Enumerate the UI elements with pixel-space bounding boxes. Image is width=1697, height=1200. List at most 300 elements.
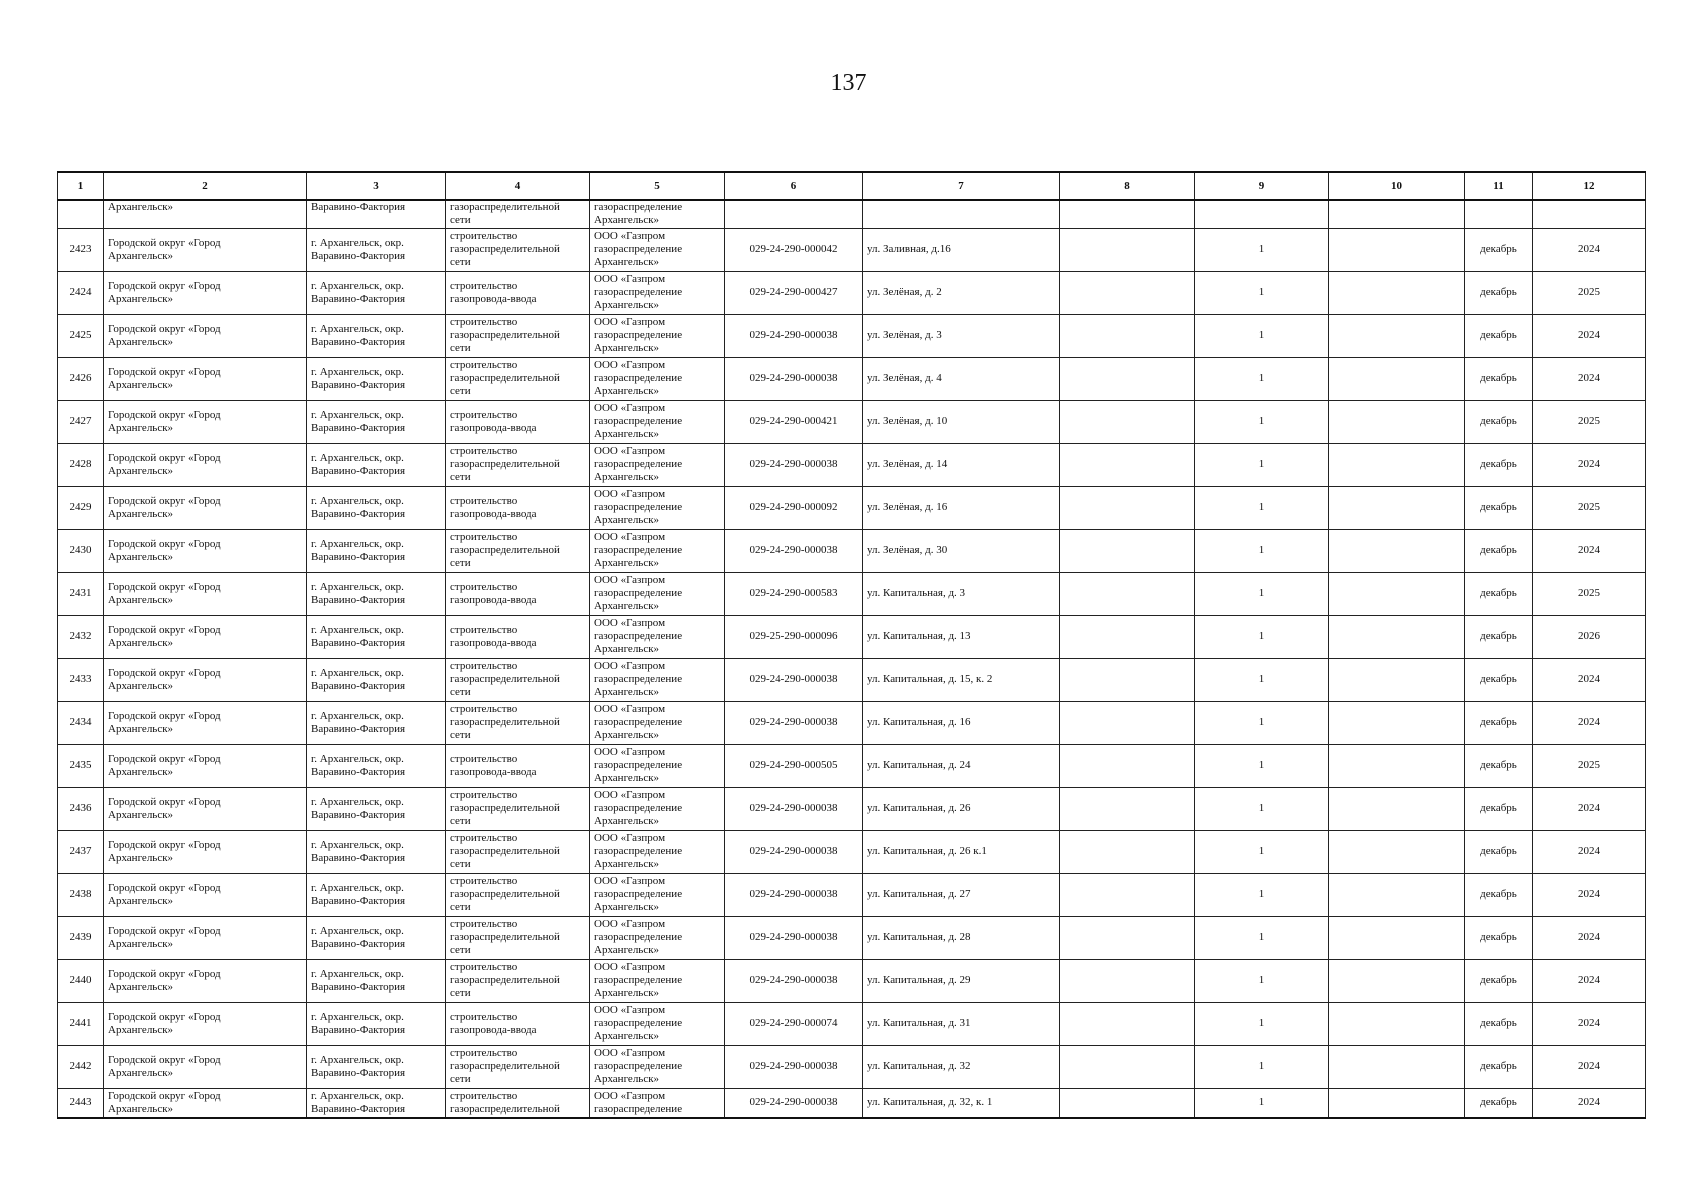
- cell-organization: ООО «Газпром газораспределение Архангельск»: [590, 443, 725, 486]
- cell-address: ул. Капитальная, д. 32: [863, 1045, 1060, 1088]
- cell-col8: [1060, 615, 1195, 658]
- column-header: 4: [446, 172, 590, 200]
- cell-address: ул. Зелёная, д. 10: [863, 400, 1060, 443]
- cell-number: 2437: [58, 830, 104, 873]
- cell-code: 029-24-290-000038: [725, 314, 863, 357]
- cell-col8: [1060, 200, 1195, 228]
- cell-col8: [1060, 787, 1195, 830]
- table-header: [58, 172, 1646, 200]
- cell-organization: газораспределение Архангельск»: [590, 200, 725, 228]
- cell-organization: ООО «Газпром газораспределение Архангельск»: [590, 400, 725, 443]
- cell-col9: 1: [1195, 529, 1329, 572]
- cell-organization: ООО «Газпром газораспределение Архангельск»: [590, 357, 725, 400]
- cell-address: ул. Зелёная, д. 3: [863, 314, 1060, 357]
- cell-district: Архангельск»: [104, 200, 307, 228]
- cell-col9: 1: [1195, 314, 1329, 357]
- table-row: [58, 701, 1646, 744]
- cell-district: Городской округ «Город Архангельск»: [104, 744, 307, 787]
- cell-organization: ООО «Газпром газораспределение Архангельск»: [590, 486, 725, 529]
- cell-district: Городской округ «Город Архангельск»: [104, 658, 307, 701]
- cell-year: 2025: [1533, 271, 1646, 314]
- cell-location: Варавино-Фактория: [307, 200, 446, 228]
- cell-year: 2024: [1533, 314, 1646, 357]
- cell-organization: ООО «Газпром газораспределение Архангельск»: [590, 529, 725, 572]
- cell-year: 2024: [1533, 529, 1646, 572]
- cell-address: ул. Капитальная, д. 3: [863, 572, 1060, 615]
- cell-district: Городской округ «Город Архангельск»: [104, 787, 307, 830]
- cell-year: 2024: [1533, 959, 1646, 1002]
- cell-address: ул. Зелёная, д. 16: [863, 486, 1060, 529]
- table-row: [58, 615, 1646, 658]
- cell-col10: [1329, 228, 1465, 271]
- cell-address: ул. Капитальная, д. 26: [863, 787, 1060, 830]
- cell-organization: ООО «Газпром газораспределение Архангельск»: [590, 744, 725, 787]
- cell-work: строительство газопровода-ввода: [446, 744, 590, 787]
- cell-year: 2025: [1533, 572, 1646, 615]
- cell-col10: [1329, 486, 1465, 529]
- cell-code: 029-24-290-000074: [725, 1002, 863, 1045]
- cell-location: г. Архангельск, окр. Варавино-Фактория: [307, 529, 446, 572]
- cell-work: строительство газораспределительной сети: [446, 228, 590, 271]
- cell-col10: [1329, 271, 1465, 314]
- cell-district: Городской округ «Город Архангельск»: [104, 959, 307, 1002]
- column-header: 1: [58, 172, 104, 200]
- cell-location: г. Архангельск, окр. Варавино-Фактория: [307, 959, 446, 1002]
- cell-district: Городской округ «Город Архангельск»: [104, 615, 307, 658]
- cell-work: строительство газораспределительной сети: [446, 959, 590, 1002]
- cell-col8: [1060, 873, 1195, 916]
- cell-col10: [1329, 357, 1465, 400]
- cell-year: 2024: [1533, 1002, 1646, 1045]
- table-row: [58, 271, 1646, 314]
- cell-code: 029-24-290-000038: [725, 1045, 863, 1088]
- cell-address: ул. Капитальная, д. 16: [863, 701, 1060, 744]
- cell-organization: ООО «Газпром газораспределение Архангельск»: [590, 959, 725, 1002]
- cell-work: строительство газораспределительной сети: [446, 1045, 590, 1088]
- cell-year: 2025: [1533, 744, 1646, 787]
- cell-code: 029-24-290-000038: [725, 443, 863, 486]
- cell-number: 2424: [58, 271, 104, 314]
- cell-col8: [1060, 443, 1195, 486]
- cell-work: строительство газораспределительной сети: [446, 830, 590, 873]
- cell-code: [725, 200, 863, 228]
- header-row: [58, 172, 1646, 200]
- cell-col8: [1060, 357, 1195, 400]
- cell-col10: [1329, 200, 1465, 228]
- cell-location: г. Архангельск, окр. Варавино-Фактория: [307, 314, 446, 357]
- cell-address: ул. Зелёная, д. 4: [863, 357, 1060, 400]
- cell-code: 029-24-290-000038: [725, 529, 863, 572]
- cell-address: ул. Капитальная, д. 15, к. 2: [863, 658, 1060, 701]
- column-header: 5: [590, 172, 725, 200]
- table-row: [58, 959, 1646, 1002]
- cell-number: 2427: [58, 400, 104, 443]
- cell-work: строительство газораспределительной сети: [446, 529, 590, 572]
- cell-col10: [1329, 916, 1465, 959]
- cell-col9: 1: [1195, 228, 1329, 271]
- cell-location: г. Архангельск, окр. Варавино-Фактория: [307, 916, 446, 959]
- cell-year: 2026: [1533, 615, 1646, 658]
- cell-organization: ООО «Газпром газораспределение: [590, 1088, 725, 1118]
- cell-location: г. Архангельск, окр. Варавино-Фактория: [307, 615, 446, 658]
- cell-district: Городской округ «Город Архангельск»: [104, 873, 307, 916]
- cell-col10: [1329, 1045, 1465, 1088]
- cell-district: Городской округ «Город Архангельск»: [104, 228, 307, 271]
- cell-district: Городской округ «Город Архангельск»: [104, 357, 307, 400]
- cell-col9: 1: [1195, 1002, 1329, 1045]
- cell-location: г. Архангельск, окр. Варавино-Фактория: [307, 830, 446, 873]
- cell-col10: [1329, 744, 1465, 787]
- table-row: [58, 529, 1646, 572]
- cell-col10: [1329, 529, 1465, 572]
- table-row: [58, 1045, 1646, 1088]
- cell-col9: 1: [1195, 271, 1329, 314]
- cell-organization: ООО «Газпром газораспределение Архангельск»: [590, 1045, 725, 1088]
- cell-year: 2024: [1533, 701, 1646, 744]
- cell-year: 2024: [1533, 830, 1646, 873]
- cell-col10: [1329, 959, 1465, 1002]
- cell-col9: 1: [1195, 830, 1329, 873]
- cell-number: 2434: [58, 701, 104, 744]
- cell-number: [58, 200, 104, 228]
- cell-col8: [1060, 959, 1195, 1002]
- cell-address: ул. Капитальная, д. 31: [863, 1002, 1060, 1045]
- cell-col9: 1: [1195, 1045, 1329, 1088]
- cell-year: [1533, 200, 1646, 228]
- cell-month: декабрь: [1465, 830, 1533, 873]
- cell-work: строительство газопровода-ввода: [446, 400, 590, 443]
- registry-table: [57, 171, 1646, 1119]
- table-row: [58, 443, 1646, 486]
- cell-month: декабрь: [1465, 787, 1533, 830]
- cell-number: 2439: [58, 916, 104, 959]
- cell-number: 2429: [58, 486, 104, 529]
- table-row: [58, 314, 1646, 357]
- cell-col8: [1060, 744, 1195, 787]
- cell-district: Городской округ «Город Архангельск»: [104, 1088, 307, 1118]
- cell-month: декабрь: [1465, 658, 1533, 701]
- cell-col8: [1060, 1045, 1195, 1088]
- cell-work: строительство газопровода-ввода: [446, 1002, 590, 1045]
- cell-code: 029-24-290-000038: [725, 959, 863, 1002]
- cell-organization: ООО «Газпром газораспределение Архангельск»: [590, 658, 725, 701]
- cell-number: 2425: [58, 314, 104, 357]
- table-row: [58, 572, 1646, 615]
- cell-code: 029-24-290-000583: [725, 572, 863, 615]
- table-row: [58, 1088, 1646, 1118]
- cell-location: г. Архангельск, окр. Варавино-Фактория: [307, 787, 446, 830]
- cell-organization: ООО «Газпром газораспределение Архангельск»: [590, 314, 725, 357]
- cell-col10: [1329, 314, 1465, 357]
- cell-code: 029-24-290-000038: [725, 701, 863, 744]
- cell-address: ул. Капитальная, д. 13: [863, 615, 1060, 658]
- cell-organization: ООО «Газпром газораспределение Архангельск»: [590, 701, 725, 744]
- cell-number: 2426: [58, 357, 104, 400]
- cell-organization: ООО «Газпром газораспределение Архангельск»: [590, 228, 725, 271]
- cell-address: ул. Капитальная, д. 32, к. 1: [863, 1088, 1060, 1118]
- cell-number: 2432: [58, 615, 104, 658]
- cell-month: декабрь: [1465, 1088, 1533, 1118]
- cell-col8: [1060, 486, 1195, 529]
- cell-work: строительство газопровода-ввода: [446, 486, 590, 529]
- cell-code: 029-24-290-000421: [725, 400, 863, 443]
- cell-year: 2024: [1533, 658, 1646, 701]
- cell-year: 2024: [1533, 916, 1646, 959]
- cell-code: 029-24-290-000038: [725, 916, 863, 959]
- cell-number: 2441: [58, 1002, 104, 1045]
- cell-location: г. Архангельск, окр. Варавино-Фактория: [307, 572, 446, 615]
- cell-district: Городской округ «Город Архангельск»: [104, 314, 307, 357]
- cell-number: 2438: [58, 873, 104, 916]
- table-row: [58, 228, 1646, 271]
- column-header: 7: [863, 172, 1060, 200]
- cell-code: 029-24-290-000427: [725, 271, 863, 314]
- cell-district: Городской округ «Город Архангельск»: [104, 486, 307, 529]
- cell-code: 029-24-290-000038: [725, 873, 863, 916]
- cell-location: г. Архангельск, окр. Варавино-Фактория: [307, 400, 446, 443]
- cell-year: 2024: [1533, 1045, 1646, 1088]
- table-row: [58, 830, 1646, 873]
- cell-col9: [1195, 200, 1329, 228]
- cell-address: ул. Капитальная, д. 26 к.1: [863, 830, 1060, 873]
- cell-work: строительство газопровода-ввода: [446, 271, 590, 314]
- cell-year: 2024: [1533, 357, 1646, 400]
- column-header: 10: [1329, 172, 1465, 200]
- cell-district: Городской округ «Город Архангельск»: [104, 271, 307, 314]
- cell-number: 2440: [58, 959, 104, 1002]
- cell-col8: [1060, 228, 1195, 271]
- cell-work: строительство газораспределительной сети: [446, 443, 590, 486]
- cell-district: Городской округ «Город Архангельск»: [104, 916, 307, 959]
- cell-month: декабрь: [1465, 873, 1533, 916]
- cell-code: 029-24-290-000092: [725, 486, 863, 529]
- column-header: 3: [307, 172, 446, 200]
- cell-organization: ООО «Газпром газораспределение Архангельск»: [590, 271, 725, 314]
- cell-location: г. Архангельск, окр. Варавино-Фактория: [307, 873, 446, 916]
- cell-col8: [1060, 314, 1195, 357]
- cell-col8: [1060, 830, 1195, 873]
- table-row: [58, 744, 1646, 787]
- cell-number: 2443: [58, 1088, 104, 1118]
- cell-address: ул. Капитальная, д. 27: [863, 873, 1060, 916]
- cell-location: г. Архангельск, окр. Варавино-Фактория: [307, 357, 446, 400]
- cell-number: 2435: [58, 744, 104, 787]
- cell-col8: [1060, 572, 1195, 615]
- cell-work: строительство газораспределительной: [446, 1088, 590, 1118]
- cell-organization: ООО «Газпром газораспределение Архангельск»: [590, 1002, 725, 1045]
- cell-month: декабрь: [1465, 486, 1533, 529]
- cell-organization: ООО «Газпром газораспределение Архангельск»: [590, 830, 725, 873]
- cell-number: 2431: [58, 572, 104, 615]
- cell-location: г. Архангельск, окр. Варавино-Фактория: [307, 744, 446, 787]
- table-row: [58, 1002, 1646, 1045]
- cell-address: [863, 200, 1060, 228]
- cell-year: 2024: [1533, 228, 1646, 271]
- table-row: [58, 787, 1646, 830]
- cell-number: 2430: [58, 529, 104, 572]
- cell-col9: 1: [1195, 959, 1329, 1002]
- cell-work: строительство газораспределительной сети: [446, 658, 590, 701]
- cell-col10: [1329, 873, 1465, 916]
- cell-location: г. Архангельск, окр. Варавино-Фактория: [307, 1088, 446, 1118]
- page-number: 137: [830, 70, 867, 96]
- cell-col9: 1: [1195, 443, 1329, 486]
- column-header: 8: [1060, 172, 1195, 200]
- cell-address: ул. Зелёная, д. 2: [863, 271, 1060, 314]
- cell-district: Городской округ «Город Архангельск»: [104, 443, 307, 486]
- table-row: [58, 873, 1646, 916]
- cell-location: г. Архангельск, окр. Варавино-Фактория: [307, 658, 446, 701]
- cell-address: ул. Заливная, д.16: [863, 228, 1060, 271]
- cell-work: строительство газопровода-ввода: [446, 615, 590, 658]
- cell-organization: ООО «Газпром газораспределение Архангельск»: [590, 615, 725, 658]
- cell-organization: ООО «Газпром газораспределение Архангельск»: [590, 873, 725, 916]
- cell-month: декабрь: [1465, 443, 1533, 486]
- cell-district: Городской округ «Город Архангельск»: [104, 1045, 307, 1088]
- cell-work: строительство газораспределительной сети: [446, 916, 590, 959]
- cell-address: ул. Зелёная, д. 30: [863, 529, 1060, 572]
- cell-organization: ООО «Газпром газораспределение Архангельск»: [590, 572, 725, 615]
- cell-address: ул. Капитальная, д. 29: [863, 959, 1060, 1002]
- cell-organization: ООО «Газпром газораспределение Архангельск»: [590, 787, 725, 830]
- table-row: [58, 658, 1646, 701]
- cell-district: Городской округ «Город Архангельск»: [104, 400, 307, 443]
- cell-district: Городской округ «Город Архангельск»: [104, 830, 307, 873]
- cell-code: 029-25-290-000096: [725, 615, 863, 658]
- cell-col10: [1329, 443, 1465, 486]
- cell-number: 2436: [58, 787, 104, 830]
- cell-col9: 1: [1195, 873, 1329, 916]
- cell-month: декабрь: [1465, 271, 1533, 314]
- cell-month: декабрь: [1465, 314, 1533, 357]
- cell-work: строительство газораспределительной сети: [446, 873, 590, 916]
- column-header: 6: [725, 172, 863, 200]
- table-body: [58, 200, 1646, 1118]
- cell-col9: 1: [1195, 615, 1329, 658]
- cell-work: строительство газораспределительной сети: [446, 701, 590, 744]
- cell-year: 2025: [1533, 400, 1646, 443]
- cell-location: г. Архангельск, окр. Варавино-Фактория: [307, 228, 446, 271]
- cell-col8: [1060, 1088, 1195, 1118]
- cell-col8: [1060, 1002, 1195, 1045]
- column-header: 2: [104, 172, 307, 200]
- cell-month: декабрь: [1465, 228, 1533, 271]
- cell-month: декабрь: [1465, 1002, 1533, 1045]
- cell-code: 029-24-290-000038: [725, 1088, 863, 1118]
- cell-district: Городской округ «Город Архангельск»: [104, 1002, 307, 1045]
- table-row: [58, 400, 1646, 443]
- column-header: 9: [1195, 172, 1329, 200]
- cell-col9: 1: [1195, 701, 1329, 744]
- cell-location: г. Архангельск, окр. Варавино-Фактория: [307, 1002, 446, 1045]
- cell-year: 2024: [1533, 443, 1646, 486]
- column-header: 11: [1465, 172, 1533, 200]
- cell-number: 2433: [58, 658, 104, 701]
- cell-col9: 1: [1195, 658, 1329, 701]
- cell-work: строительство газопровода-ввода: [446, 572, 590, 615]
- cell-district: Городской округ «Город Архангельск»: [104, 701, 307, 744]
- cell-col9: 1: [1195, 744, 1329, 787]
- cell-code: 029-24-290-000038: [725, 658, 863, 701]
- cell-col9: 1: [1195, 400, 1329, 443]
- cell-code: 029-24-290-000038: [725, 357, 863, 400]
- cell-col8: [1060, 701, 1195, 744]
- cell-year: 2025: [1533, 486, 1646, 529]
- cell-col10: [1329, 1088, 1465, 1118]
- table-row: [58, 357, 1646, 400]
- cell-number: 2428: [58, 443, 104, 486]
- cell-col10: [1329, 658, 1465, 701]
- cell-district: Городской округ «Город Архангельск»: [104, 572, 307, 615]
- cell-location: г. Архангельск, окр. Варавино-Фактория: [307, 701, 446, 744]
- continuation-row: [58, 200, 1646, 228]
- cell-month: декабрь: [1465, 615, 1533, 658]
- cell-col8: [1060, 916, 1195, 959]
- cell-col10: [1329, 787, 1465, 830]
- cell-col9: 1: [1195, 1088, 1329, 1118]
- cell-work: газораспределительной сети: [446, 200, 590, 228]
- cell-code: 029-24-290-000505: [725, 744, 863, 787]
- cell-month: декабрь: [1465, 916, 1533, 959]
- cell-address: ул. Зелёная, д. 14: [863, 443, 1060, 486]
- cell-location: г. Архангельск, окр. Варавино-Фактория: [307, 486, 446, 529]
- cell-address: ул. Капитальная, д. 28: [863, 916, 1060, 959]
- cell-district: Городской округ «Город Архангельск»: [104, 529, 307, 572]
- cell-location: г. Архангельск, окр. Варавино-Фактория: [307, 443, 446, 486]
- cell-col10: [1329, 400, 1465, 443]
- table-row: [58, 916, 1646, 959]
- cell-col9: 1: [1195, 787, 1329, 830]
- cell-code: 029-24-290-000038: [725, 787, 863, 830]
- cell-month: декабрь: [1465, 357, 1533, 400]
- cell-month: декабрь: [1465, 1045, 1533, 1088]
- cell-col10: [1329, 830, 1465, 873]
- cell-work: строительство газораспределительной сети: [446, 787, 590, 830]
- cell-month: [1465, 200, 1533, 228]
- cell-col9: 1: [1195, 916, 1329, 959]
- cell-col8: [1060, 529, 1195, 572]
- cell-col8: [1060, 271, 1195, 314]
- cell-year: 2024: [1533, 873, 1646, 916]
- cell-year: 2024: [1533, 1088, 1646, 1118]
- cell-col10: [1329, 572, 1465, 615]
- cell-number: 2442: [58, 1045, 104, 1088]
- cell-address: ул. Капитальная, д. 24: [863, 744, 1060, 787]
- cell-month: декабрь: [1465, 701, 1533, 744]
- cell-col10: [1329, 615, 1465, 658]
- cell-code: 029-24-290-000042: [725, 228, 863, 271]
- cell-work: строительство газораспределительной сети: [446, 357, 590, 400]
- cell-year: 2024: [1533, 787, 1646, 830]
- cell-location: г. Архангельск, окр. Варавино-Фактория: [307, 1045, 446, 1088]
- cell-month: декабрь: [1465, 572, 1533, 615]
- cell-code: 029-24-290-000038: [725, 830, 863, 873]
- cell-col10: [1329, 701, 1465, 744]
- cell-col9: 1: [1195, 357, 1329, 400]
- cell-col8: [1060, 658, 1195, 701]
- cell-col10: [1329, 1002, 1465, 1045]
- cell-month: декабрь: [1465, 959, 1533, 1002]
- column-header: 12: [1533, 172, 1646, 200]
- cell-month: декабрь: [1465, 744, 1533, 787]
- cell-col8: [1060, 400, 1195, 443]
- cell-organization: ООО «Газпром газораспределение Архангельск»: [590, 916, 725, 959]
- table-row: [58, 486, 1646, 529]
- cell-month: декабрь: [1465, 529, 1533, 572]
- cell-col9: 1: [1195, 572, 1329, 615]
- cell-month: декабрь: [1465, 400, 1533, 443]
- cell-col9: 1: [1195, 486, 1329, 529]
